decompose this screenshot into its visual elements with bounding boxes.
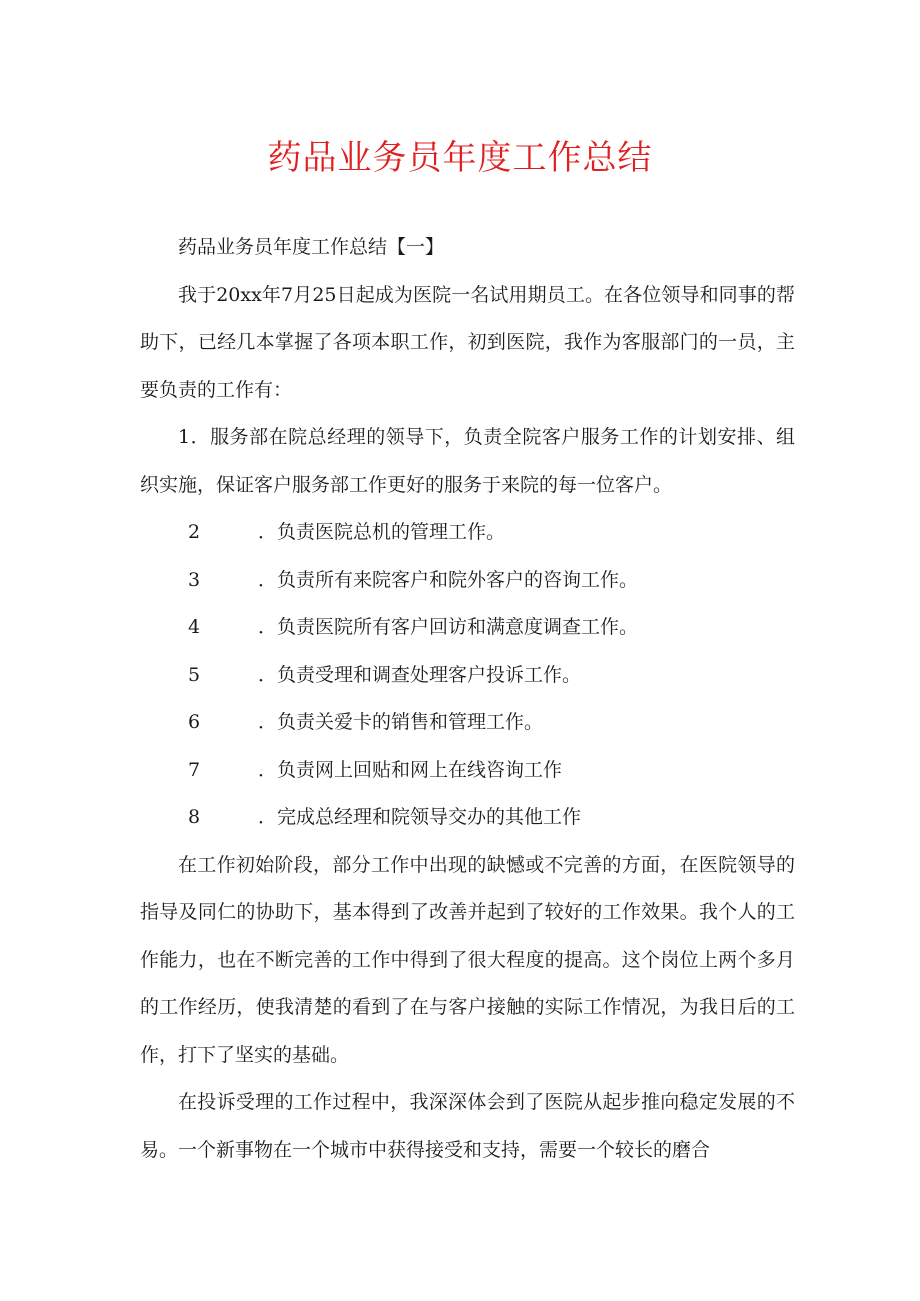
body-paragraph: 在工作初始阶段，部分工作中出现的缺憾或不完善的方面，在医院领导的指导及同仁的协助下，基本得到了改善并起到了较好的工作效果。我个人的工作能力，也在不断完善的工作中得到了很大程度的提高。这个岗位上两个多月的工作经历，使我清楚的看到了在与客户接触的实际工作情况，为我日后的工作，打下了坚实的基础。	[140, 853, 795, 1066]
body-paragraph: 在投诉受理的工作过程中，我深深体会到了医院从起步推向稳定发展的不易。一个新事物在一个城市中获得接受和支持，需要一个较长的磨合	[140, 1091, 795, 1161]
list-text: ．负责所有来院客户和院外客户的咨询工作。	[258, 568, 639, 591]
document-body	[140, 224, 795, 1174]
list-number: 2	[188, 521, 201, 543]
list-text: ．负责受理和调查处理客户投诉工作。	[258, 663, 582, 686]
list-text: ．完成总经理和院领导交办的其他工作	[258, 806, 582, 828]
list-number: 6	[188, 711, 201, 733]
list-text: ．负责医院所有客户回访和满意度调查工作。	[258, 616, 639, 638]
list-number: 3	[188, 568, 201, 591]
list-number: 4	[188, 616, 201, 638]
list-number: 8	[188, 806, 201, 828]
list-item	[140, 509, 795, 557]
intro-paragraph: 我于20xx年7月25日起成为医院一名试用期员工。在各位领导和同事的帮助下，已经几本掌握了各项本职工作，初到医院，我作为客服部门的一员，主要负责的工作有：	[140, 283, 795, 401]
section-heading: 药品业务员年度工作总结【一】	[178, 236, 445, 258]
list-item	[140, 699, 795, 747]
list-item-1: 1．服务部在院总经理的领导下，负责全院客户服务工作的计划安排、组织实施，保证客户服务部工作更好的服务于来院的每一位客户。	[140, 426, 795, 496]
list-item	[140, 652, 795, 700]
list-item	[140, 557, 795, 605]
list-item	[140, 604, 795, 652]
document-title: 药品业务员年度工作总结	[267, 138, 653, 178]
list-number: 5	[188, 663, 201, 686]
list-item	[140, 794, 795, 842]
list-text: ．负责网上回贴和网上在线咨询工作	[258, 758, 563, 781]
list-number: 7	[188, 758, 201, 781]
list-text: ．负责医院总机的管理工作。	[258, 521, 506, 543]
list-text: ．负责关爱卡的销售和管理工作。	[258, 711, 544, 733]
list-item	[140, 747, 795, 795]
